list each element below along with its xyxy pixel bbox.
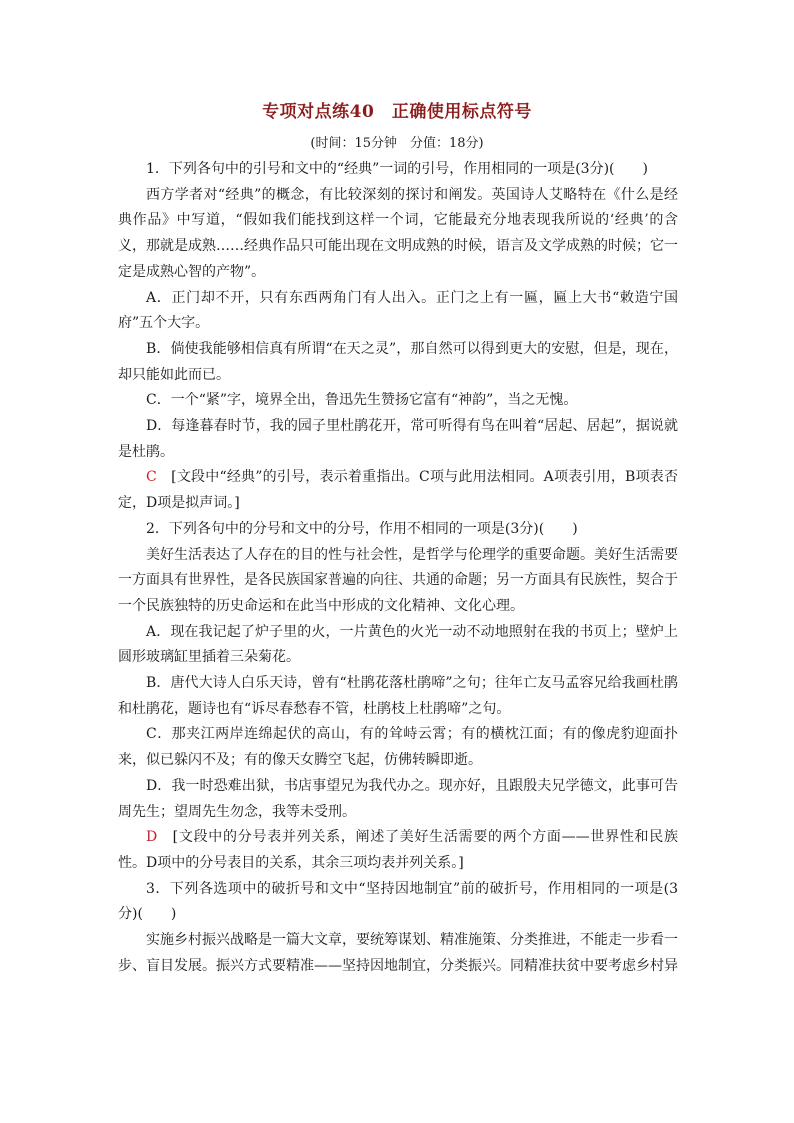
answer-letter: C [146,469,157,486]
question-1-option-b: B．倘使我能够相信真有所谓“在天之灵”，那自然可以得到更大的安慰，但是，现在，却只能如此而已。 [118,340,678,383]
question-2-option-d: D．我一时恐难出狱，书店事望兄为我代办之。现亦好，且跟殷夫兄学德文，此事可告周先生；望周先生勿念，我等未受刑。 [118,777,678,820]
question-2-option-b: B．唐代大诗人白乐天诗，曾有“杜鹃花落杜鹃啼”之句；往年亡友马孟容兄给我画杜鹃和杜鹃花，题诗也有“诉尽春愁春不管，杜鹃枝上杜鹃啼”之句。 [118,675,678,717]
page-title: 专项对点练40 正确使用标点符号 [262,102,532,122]
question-1-option-d: D．每逢暮春时节，我的园子里杜鹃花开，常可听得有鸟在叫着“居起、居起”，据说就是杜鹃。 [118,418,678,460]
question-3-passage: 实施乡村振兴战略是一篇大文章，要统筹谋划、精准施策、分类推进，不能走一步看一步、盲目发展。振兴方式要精准——坚持因地制宜，分类振兴。同精准扶贫中要考虑乡村异 [118,932,678,974]
question-1-option-a: A．正门却不开，只有东西两角门有人出入。正门之上有一匾，匾上大书“敕造宁国府”五个大字。 [118,289,678,332]
answer-letter: D [146,829,158,846]
time-score-info: (时间：15分钟 分值：18分) [310,136,484,151]
question-2-passage: 美好生活表达了人存在的目的性与社会性，是哲学与伦理学的重要命题。美好生活需要一方面具有世界性，是各民族国家普遍的向往、共通的命题；另一方面具有民族性，契合于一个民族独特的历史命运和在此当中形成的文化精神、文化心理。 [118,546,678,614]
question-1-passage: 西方学者对“经典”的概念，有比较深刻的探讨和阐发。英国诗人艾略特在《什么是经典作品》中写道，“假如我们能找到这样一个词，它能最充分地表现我所说的‘经典’的含义，那就是成熟……经典作品只可能出现在文明成熟的时候，语言及文学成熟的时候；它一定是成熟心智的产物”。 [118,186,678,280]
question-2-stem: 2．下列各句中的分号和文中的分号，作用不相同的一项是(3分)( ) [146,520,578,537]
exercise-content [118,157,678,980]
question-2-option-a: A．现在我记起了炉子里的火，一片黄色的火光一动不动地照射在我的书页上；壁炉上圆形玻璃缸里插着三朵菊花。 [118,623,678,666]
question-2-answer [118,825,678,876]
answer-explanation: [文段中的分号表并列关系，阐述了美好生活需要的两个方面——世界性和民族性。D项中的分号表目的关系，其余三项均表并列关系。] [118,829,678,871]
answer-explanation: [文段中“经典”的引号，表示着重指出。C项与此用法相同。A项表引用，B项表否定，D项是拟声词。] [118,469,678,512]
question-1-option-c: C．一个“紧”字，境界全出，鲁迅先生赞扬它富有“神韵”，当之无愧。 [146,392,578,409]
question-2-option-c: C．那夹江两岸连绵起伏的高山，有的耸峙云霄；有的横枕江面；有的像虎豹迎面扑来，似已躲闪不及；有的像天女腾空飞起，仿佛转瞬即逝。 [118,726,678,769]
question-1-answer [118,465,678,516]
question-1-stem: 1．下列各句中的引号和文中的“经典”一词的引号，作用相同的一项是(3分)( ) [146,161,648,177]
question-3-stem: 3．下列各选项中的破折号和文中“坚持因地制宜”前的破折号，作用相同的一项是(3分)( ) [118,880,678,923]
